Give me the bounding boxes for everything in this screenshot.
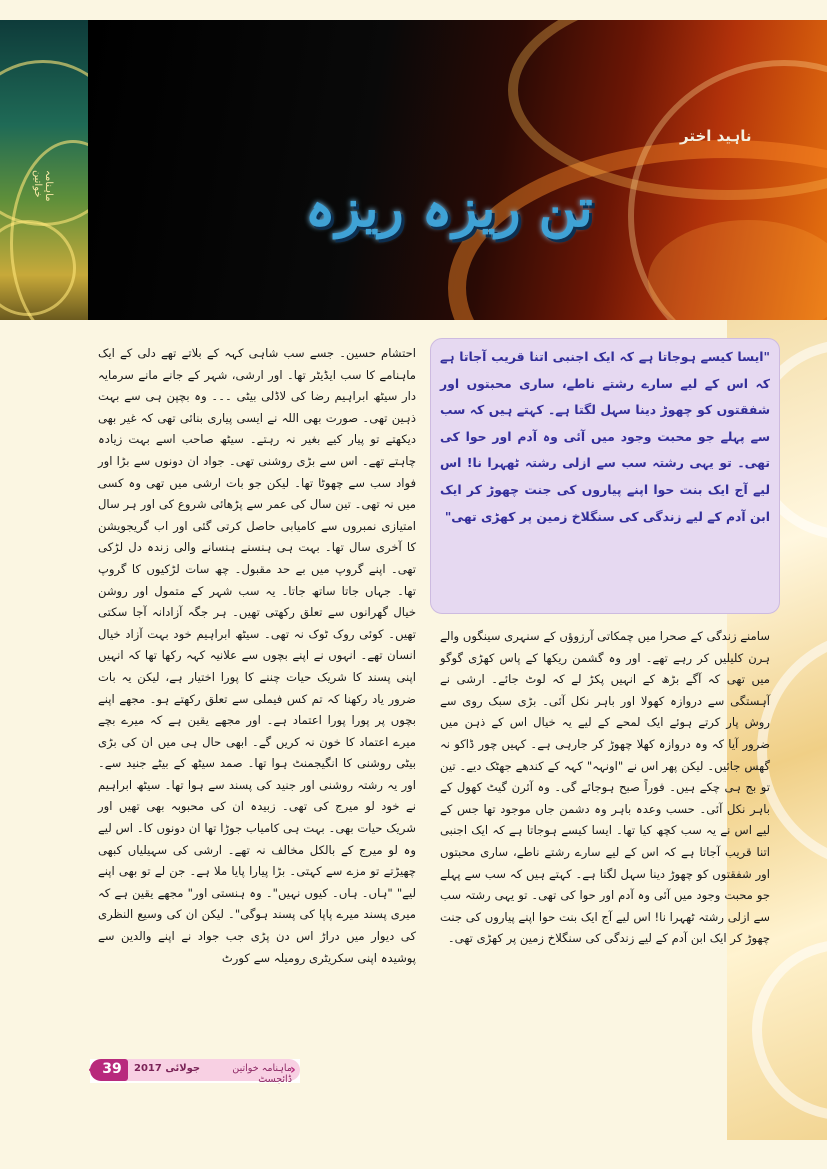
pull-quote-text: "ایسا کیسے ہوجاتا ہے کہ ایک اجنبی اتنا قریب آجاتا ہے کہ اس کے لیے سارے رشتے ناطے، ساری محبتوں اور شفقتوں کو چھوڑ دینا سہل لگتا ہے۔ کہتے ہیں کہ سب سے پہلے جو محبت وجود میں آئی وہ آدم اور حوا کی تھی۔ تو یہی رشتہ سب سے ازلی رشتہ ٹھہرا نا! اس لیے آج ایک بنت حوا اپنے پیاروں کی جنت چھوڑ کر ایک ابن آدم کے لیے زندگی کی سنگلاخ زمین پر کھڑی تھی" <box>440 349 770 524</box>
left-column-text <box>98 343 416 969</box>
right-column-paragraph: سامنے زندگی کے صحرا میں چمکاتی آرزوؤں کے سنہری سینگوں والے ہرن کلیلیں کر رہے تھے۔ اور وہ گشمن ریکھا کے پاس کھڑی گوگو میں تھی کہ آگے بڑھ کے انہیں پکڑ لے کہ لوٹ جائے۔ ارشی نے آہستگی سے دروازہ کھولا اور باہر نکل آئی۔ بڑی سبک روی سے روش پار کرتے ہوئے ایک لمحے کے لیے یہ خیال اس کے ذہن میں ضرور آیا کہ وہ دروازہ کھلا چھوڑ کر جارہی ہے۔ کہیں چور ڈاکو نہ گھس جائیں۔ لیکن پھر اس نے "اونہہ" کہہ کے کندھے جھٹک دیے۔ تین تو بج ہی چکے ہیں۔ فوراً صبح ہوجائے گی۔ وہ آئرن گیٹ کھول کے باہر نکل آئی۔ حسب وعدہ باہر وہ دشمن جاں موجود تھا جس کے لیے اس نے یہ سب کچھ کیا تھا۔ ایسا کیسے ہوجاتا ہے کہ ایک اجنبی اتنا قریب آجاتا ہے کہ اس کے لیے سارے رشتے ناطے، ساری محبتوں اور شفقتوں کو چھوڑ دینا سہل لگتا ہے۔ کہتے ہیں کہ سب سے پہلے جو محبت وجود میں آئی وہ آدم اور حوا کی تھی۔ تو یہی رشتہ سب سے ازلی رشتہ ٹھہرا نا! اس لیے آج ایک بنت حوا اپنے پیاروں کی جنت چھوڑ کر ایک ابن آدم کے لیے زندگی کی سنگلاخ زمین پر کھڑی تھی۔ <box>440 629 770 946</box>
chevron-right-icon: › <box>290 1062 296 1078</box>
title-banner <box>88 20 827 320</box>
left-column-paragraph: احتشام حسین۔ جسے سب شاہی کہہ کے بلاتے تھے دلی کے ایک ماہنامے کا سب ایڈیٹر تھا۔ اور ارشی، شہر کے جانے مانے سرمایہ دار سیٹھ ابراہیم رضا کی لاڈلی بیٹی ۔۔۔ وہ بچپن ہی سے بہت ذہین تھی۔ صورت بھی اللہ نے ایسی پیاری بنائی تھی کہ غیر بھی دیکھتے تو پیار کیے بغیر نہ رہتے۔ سیٹھ صاحب اسے بہت زیادہ چاہتے تھے۔ اس سے بڑی روشنی تھی۔ جواد ان دونوں سے بڑا اور فواد سب سے چھوٹا تھا۔ لیکن جو بات ارشی میں تھی وہ کسی میں نہ تھی۔ تین سال کی عمر سے پڑھائی شروع کی اور ہر سال امتیازی نمبروں سے کامیابی حاصل کرتی گئی اور اب گریجویشن کا آخری سال تھا۔ بہت ہی ہنسنے ہنسانے والی زندہ دل لڑکی تھی۔ اپنے گروپ میں بے حد مقبول۔ چھ سات لڑکیوں کا گروپ تھا۔ جہاں جاتا ساتھ جاتا۔ یہ سب شہر کے متمول اور روشن خیال گھرانوں سے تعلق رکھتی تھیں۔ ہر جگہ آزادانہ آجا سکتی تھیں۔ کوئی روک ٹوک نہ تھی۔ سیٹھ ابراہیم خود بہت آزاد خیال انسان تھے۔ انہوں نے اپنے بچوں سے علانیہ کہہ رکھا تھا کہ انہیں اپنی پسند کا شریک حیات چننے کا پورا اختیار ہے، لیکن یہ بات ضرور یاد رکھنا کہ تم کس فیملی سے تعلق رکھتے ہو۔ مجھے اپنے بچوں پر پورا پورا اعتماد ہے۔ اور مجھے یقین ہے کہ میرے بچے میرے اعتماد کا خون نہ کریں گے۔ ابھی حال ہی میں ان کی بڑی بیٹی روشنی کا انگیجمنٹ ہوا تھا۔ صمد سیٹھ کے بیٹے جنید سے۔ اور یہ رشتہ روشنی اور جنید کی پسند سے ہوا تھا۔ سیٹھ ابراہیم نے خود لو میرج کی تھی۔ زبیدہ ان کی محبوبہ بھی تھیں اور شریک حیات بھی۔ بہت ہی کامیاب جوڑا تھا ان دونوں کا۔ اس لیے وہ لو میرج کے بالکل مخالف نہ تھے۔ ارشی کی سہیلیاں کبھی چھیڑتے تو مزے سے کہتی۔ بڑا پیارا پایا ملا ہے۔ جن لے تو بھی اپنے لیے" "ہاں۔ ہاں۔ کیوں نہیں"۔ وہ ہنستی اور" مجھے یقین ہے کہ میری پسند میرے پاپا کی پسند ہوگی"۔ لیکن ان کی وسیع النظری کی دیوار میں دراڑ اس دن پڑی جب جواد نے اپنے والدین سے پوشیدہ اپنی سکریٹری رومیلہ سے کورٹ <box>98 346 416 965</box>
issue-date: جولائی 2017 <box>134 1063 201 1074</box>
chevron-left-icon: ‹ <box>88 1062 94 1078</box>
right-column-text <box>440 626 770 950</box>
spine-text: ماہنامہ خواتین <box>32 170 54 202</box>
page-footer <box>90 1059 300 1083</box>
magazine-spine-graphic <box>0 20 88 320</box>
magazine-name: ماہنامہ خواتین ڈائجسٹ <box>232 1063 292 1085</box>
page-number: 39 <box>102 1061 122 1077</box>
story-title: تن ریزہ ریزہ <box>305 178 593 239</box>
author-name: ناہید اختر <box>680 127 752 145</box>
